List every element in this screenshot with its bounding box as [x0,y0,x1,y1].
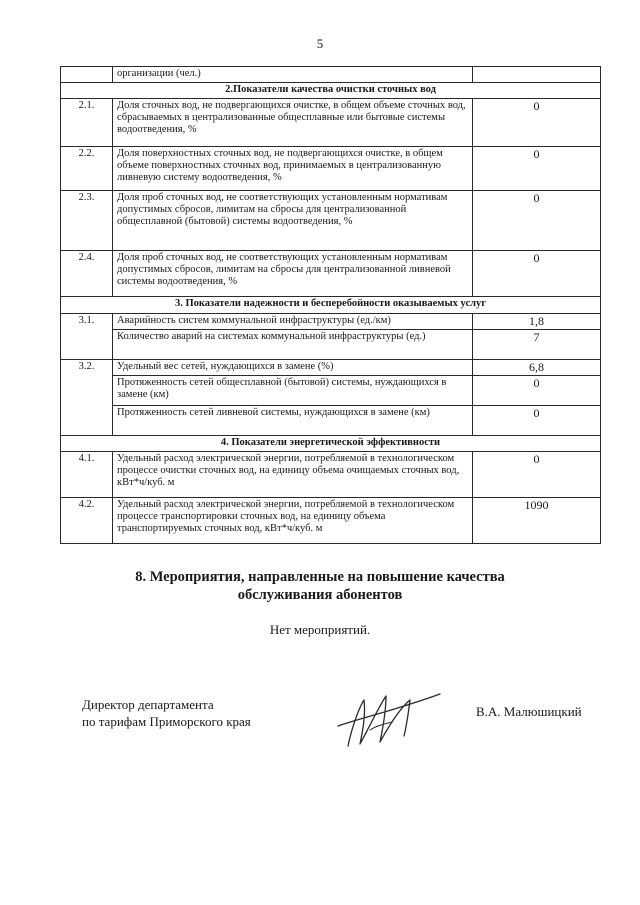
page-number: 5 [316,36,324,51]
row-label: Доля поверхностных сточных вод, не подвергающихся очистке, в общем объеме поверхностных сточных вод, принимаемых в централизованную ливневую систему водоотведения, % [113,147,473,191]
row-label: Удельный расход электрической энергии, потребляемой в технологическом процессе транспортировки сточных вод, на единицу объема транспортируемых сточных вод, кВт*ч/куб. м [113,498,473,544]
row-value: 0 [473,147,601,191]
signer-title-line: по тарифам Приморского края [82,714,251,729]
section-header-row [61,83,601,99]
table-row [61,330,601,360]
table-row [61,498,601,544]
no-measures-text: Нет мероприятий. [269,622,371,637]
signer-title-line: Директор департамента [82,697,214,712]
section-title: 3. Показатели надежности и бесперебойности оказываемых услуг [61,297,601,314]
row-value: 0 [473,251,601,297]
row-value: 7 [473,330,601,360]
signer-title [82,696,251,730]
row-value: 0 [473,99,601,147]
table-cell-value [473,67,601,83]
section-title: 2.Показатели качества очистки сточных вод [61,83,601,99]
table-row [61,452,601,498]
handwritten-signature [330,686,450,756]
row-number: 2.2. [61,147,113,191]
row-value: 0 [473,452,601,498]
row-label: Удельный вес сетей, нуждающихся в замене (%) [113,360,473,376]
section-header-row [61,297,601,314]
row-label: Аварийность систем коммунальной инфраструктуры (ед./км) [113,314,473,330]
row-label: Доля проб сточных вод, не соответствующих установленным нормативам допустимых сбросов, лимитам на сбросы для централизованной общесплавной (бытовой) системы водоотведения, % [113,191,473,251]
row-number: 3.2. [61,360,113,436]
table-row [61,406,601,436]
row-value: 0 [473,191,601,251]
section-title: 4. Показатели энергетической эффективности [61,436,601,452]
row-value: 0 [473,406,601,436]
row-value: 6,8 [473,360,601,376]
row-number: 4.1. [61,452,113,498]
row-label: Количество аварий на системах коммунальной инфраструктуры (ед.) [113,330,473,360]
row-value: 1090 [473,498,601,544]
section8-heading-line: обслуживания абонентов [237,587,403,603]
table-row [61,67,601,83]
indicators-table [60,66,601,544]
table-row [61,99,601,147]
row-number: 2.3. [61,191,113,251]
section-header-row [61,436,601,452]
row-label: Доля проб сточных вод, не соответствующих установленным нормативам допустимых сбросов, лимитам на сбросы для централизованной ливневой системы водоотведения, % [113,251,473,297]
section8-heading-line: 8. Мероприятия, направленные на повышение качества [135,569,505,585]
signer-name: В.А. Малюшицкий [476,704,582,719]
row-label: Протяженность сетей общесплавной (бытовой) системы, нуждающихся в замене (км) [113,376,473,406]
table-row [61,191,601,251]
table-row [61,147,601,191]
row-number: 3.1. [61,314,113,360]
section8-heading [0,568,640,604]
table-cell-label: организации (чел.) [113,67,473,83]
row-number: 2.1. [61,99,113,147]
row-label: Доля сточных вод, не подвергающихся очистке, в общем объеме сточных вод, сбрасываемых в централизованные общесплавные или бытовые системы водоотведения, % [113,99,473,147]
row-value: 0 [473,376,601,406]
row-value: 1,8 [473,314,601,330]
table-row [61,360,601,376]
row-label: Удельный расход электрической энергии, потребляемой в технологическом процессе очистки сточных вод, на единицу объема очищаемых сточных вод, кВт*ч/куб. м [113,452,473,498]
table-row [61,314,601,330]
row-label: Протяженность сетей ливневой системы, нуждающихся в замене (км) [113,406,473,436]
row-number: 2.4. [61,251,113,297]
table-row [61,376,601,406]
row-number: 4.2. [61,498,113,544]
table-cell-num [61,67,113,83]
table-row [61,251,601,297]
